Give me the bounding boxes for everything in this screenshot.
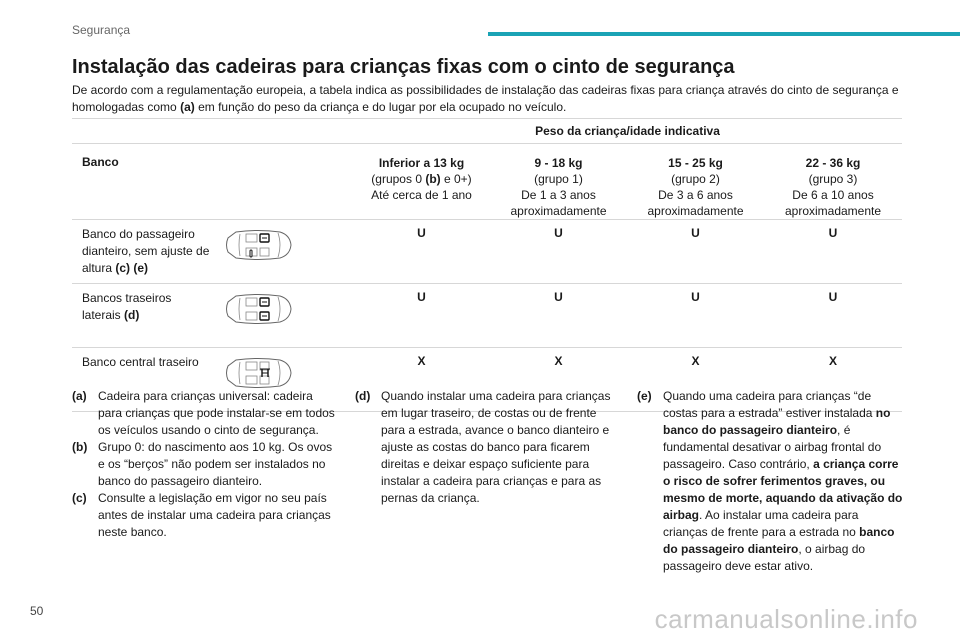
note-bold-text: no banco do passageiro dianteiro [663, 406, 891, 437]
notes-column-1 [72, 388, 340, 541]
note-text: Quando instalar uma cadeira para crianças em lugar traseiro, de costas ou de frente para a estrada, avance o banco dianteiro e ajuste as costas do banco para ficarem direitas e deixar espaço suficiente para instalar a cadeira para crianças e para as pernas da criança. [381, 389, 611, 505]
cell-value: U [353, 284, 490, 348]
group-label: (grupo 3) [808, 172, 858, 186]
group-age-qualifier: aproximadamente [784, 204, 882, 218]
cell-value: U [764, 284, 902, 348]
watermark: carmanualsonline.info [654, 604, 918, 634]
row-label-refs: (d) [124, 308, 140, 322]
group-header-2 [627, 144, 764, 220]
group-ref: (b) [425, 172, 441, 186]
group-label: (grupo 1) [534, 172, 583, 186]
cell-value: U [353, 220, 490, 284]
note-bold-text: a criança corre o risco de sofrer ferimentos graves, ou mesmo de morte, aquando da ativação do airbag [663, 457, 903, 522]
note-text: Cadeira para crianças universal: cadeira para crianças que pode instalar-se em todos os veículos usando o cinto de segurança. [98, 389, 335, 437]
group-weight: 22 - 36 kg [805, 156, 861, 170]
note-tag: (e) [637, 389, 652, 403]
cell-value: U [490, 284, 627, 348]
group-text: (grupos 0 [371, 172, 426, 186]
cell-value: U [627, 284, 764, 348]
intro-text-1: De acordo com a regulamentação europeia, a tabela indica as possibilidades de instalação das cadeiras fixas para criança através do cinto de segurança e homologadas como [72, 83, 899, 114]
note-tag: (b) [72, 440, 88, 454]
group-age-qualifier: aproximadamente [647, 204, 744, 218]
note-e [637, 388, 903, 575]
row-label-text: Bancos traseiros laterais [82, 291, 172, 322]
note-a [72, 388, 340, 439]
group-age-qualifier: aproximadamente [510, 204, 607, 218]
note-text: , o airbag do passageiro deve estar ativo. [663, 542, 866, 573]
note-text: Quando uma cadeira para crianças “de costas para a estrada” estiver instalada [663, 389, 876, 420]
intro-text-2: em função do peso da criança e do lugar por ela ocupado no veículo. [194, 100, 567, 114]
row-label-refs: (c) (e) [115, 261, 149, 275]
car-front-passenger-icon [212, 220, 353, 284]
page-number: 50 [30, 604, 44, 618]
cell-value: X [490, 348, 627, 412]
group-header-0 [353, 144, 490, 220]
cell-value: U [490, 220, 627, 284]
group-weight: 15 - 25 kg [668, 156, 723, 170]
intro-ref: (a) [180, 100, 195, 114]
group-header-3 [764, 144, 902, 220]
note-text: Consulte a legislação em vigor no seu país antes de instalar uma cadeira para crianças neste banco. [98, 491, 331, 539]
group-age: De 3 a 6 anos [658, 188, 733, 202]
note-text: Grupo 0: do nascimento aos 10 kg. Os ovos e os “berços” não podem ser instalados no banco do passageiro dianteiro. [98, 440, 333, 488]
note-text: . Ao instalar uma cadeira para crianças de frente para a estrada no [663, 508, 860, 539]
group-text: e 0+) [440, 172, 472, 186]
cell-value: X [353, 348, 490, 412]
weight-header: Peso da criança/idade indicativa [353, 119, 902, 144]
cell-value: X [764, 348, 902, 412]
row-label [72, 220, 212, 284]
intro-paragraph [72, 82, 902, 116]
car-rear-side-seats-icon [212, 284, 353, 348]
seat-header: Banco [72, 144, 353, 220]
note-b [72, 439, 340, 490]
note-tag: (d) [355, 389, 371, 403]
note-tag: (c) [72, 491, 87, 505]
group-weight: 9 - 18 kg [534, 156, 583, 170]
group-age: De 6 a 10 anos [792, 188, 874, 202]
notes-column-3 [637, 388, 903, 575]
note-tag: (a) [72, 389, 87, 403]
row-label-text: Banco do passageiro dianteiro, sem ajuste de altura [82, 227, 210, 275]
note-text: , é fundamental desativar o airbag frontal do passageiro. Caso contrário, [663, 423, 882, 471]
table-row [72, 220, 902, 284]
header-accent-bar [488, 32, 960, 36]
table-row [72, 284, 902, 348]
note-c [72, 490, 340, 541]
row-label [72, 284, 212, 348]
cell-value: U [764, 220, 902, 284]
child-seat-table [72, 118, 902, 412]
group-header-1 [490, 144, 627, 220]
table-corner-cell [72, 119, 353, 144]
group-age: Até cerca de 1 ano [371, 188, 472, 202]
notes-column-2 [355, 388, 620, 507]
group-label: (grupo 2) [671, 172, 720, 186]
group-age: De 1 a 3 anos [521, 188, 596, 202]
note-bold-text: banco do passageiro dianteiro [663, 525, 895, 556]
cell-value: U [627, 220, 764, 284]
page-title: Instalação das cadeiras para crianças fixas com o cinto de segurança [72, 56, 735, 78]
group-weight: Inferior a 13 kg [378, 156, 465, 170]
row-label-text: Banco central traseiro [82, 355, 199, 369]
note-d [355, 388, 620, 507]
section-label: Segurança [72, 23, 131, 37]
cell-value: X [627, 348, 764, 412]
